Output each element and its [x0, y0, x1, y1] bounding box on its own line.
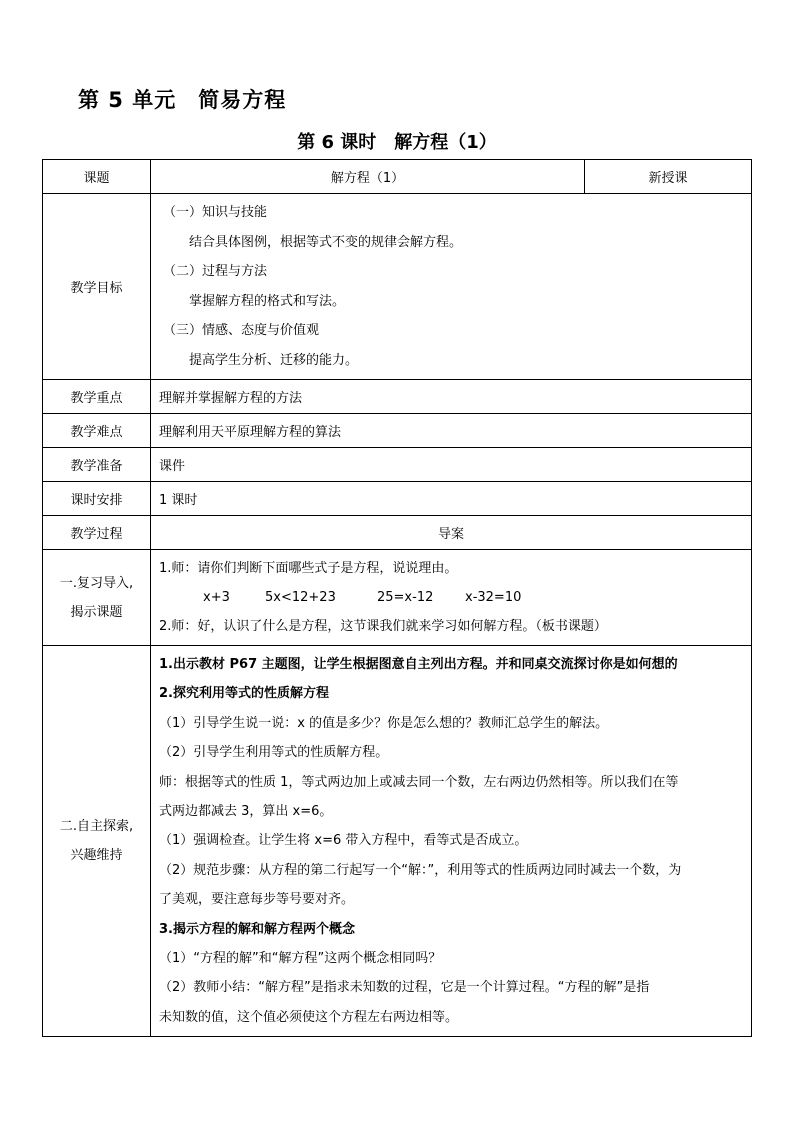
prep-row: [43, 448, 752, 482]
explore-label-line1: 二.自主探索,: [59, 819, 134, 835]
schedule-value: 1 课时: [151, 482, 752, 516]
explore-cell: [151, 646, 752, 1037]
goal-heading-1: （一）知识与技能: [163, 205, 268, 220]
goal-text-3: 提高学生分析、迁移的能力。: [189, 352, 359, 368]
expression: x+3: [203, 590, 230, 605]
difficulty-value: 理解利用天平原理解方程的算法: [151, 414, 752, 448]
unit-number: 第 5 单元: [78, 88, 177, 112]
difficulty-label: 教学难点: [43, 414, 151, 448]
explore-row: [43, 646, 752, 1037]
explore-line-3: （1）引导学生说一说：x 的值是多少？你是怎么想的？教师汇总学生的解法。: [159, 715, 609, 731]
prep-label: 教学准备: [43, 448, 151, 482]
process-label: 教学过程: [43, 516, 151, 550]
goals-cell: [151, 194, 752, 380]
topic-type: 新授课: [585, 160, 752, 194]
lesson-number: 第 6 课时: [297, 132, 377, 153]
review-question-2: 2.师：好，认识了什么是方程，这节课我们就来学习如何解方程。（板书课题）: [159, 619, 607, 634]
review-label-line1: 一.复习导入,: [59, 575, 134, 591]
lesson-plan-table: [42, 159, 752, 1037]
explore-line-5: 师：根据等式的性质 1，等式两边加上或减去同一个数，左右两边仍然相等。所以我们在等: [159, 774, 679, 790]
process-value: 导案: [151, 516, 752, 550]
schedule-label: 课时安排: [43, 482, 151, 516]
review-row: [43, 550, 752, 646]
key-row: [43, 380, 752, 414]
goals-label: 教学目标: [43, 194, 151, 380]
key-label: 教学重点: [43, 380, 151, 414]
lesson-title: [0, 128, 794, 154]
key-value: 理解并掌握解方程的方法: [151, 380, 752, 414]
unit-title: [78, 84, 286, 114]
explore-line-13: 未知数的值，这个值必须使这个方程左右两边相等。: [159, 1009, 459, 1025]
goal-heading-3: （三）情感、态度与价值观: [163, 323, 320, 338]
explore-line-1: 1.出示教材 P67 主题图，让学生根据图意自主列出方程。并和同桌交流探讨你是如何想的: [159, 657, 678, 672]
process-row: [43, 516, 752, 550]
goals-row: [43, 194, 752, 380]
explore-line-8: （2）规范步骤：从方程的第二行起写一个“解：”，利用等式的性质两边同时减去一个数，为: [159, 862, 682, 878]
expression: x-32=10: [465, 590, 522, 605]
schedule-row: [43, 482, 752, 516]
explore-label-line2: 兴趣维持: [70, 848, 123, 864]
explore-line-12: （2）教师小结：“解方程”是指求未知数的过程，它是一个计算过程。“方程的解”是指: [159, 980, 650, 996]
goal-heading-2: （二）过程与方法: [163, 264, 268, 279]
topic-row: [43, 160, 752, 194]
goal-text-2: 掌握解方程的格式和写法。: [189, 293, 346, 309]
expression: 5x<12+23: [265, 590, 336, 605]
review-question-1: 1.师：请你们判断下面哪些式子是方程，说说理由。: [159, 561, 458, 576]
difficulty-row: [43, 414, 752, 448]
expression-list: [159, 583, 743, 612]
explore-line-4: （2）引导学生利用等式的性质解方程。: [159, 745, 389, 761]
unit-name: 简易方程: [198, 88, 287, 112]
explore-line-2: 2.探究利用等式的性质解方程: [159, 686, 329, 702]
explore-line-7: （1）强调检查。让学生将 x=6 带入方程中，看等式是否成立。: [159, 833, 528, 849]
expression: 25=x-12: [377, 590, 434, 605]
review-cell: [151, 550, 752, 646]
explore-line-6: 式两边都减去 3，算出 x=6。: [159, 803, 333, 819]
review-label-line2: 揭示课题: [70, 604, 123, 620]
goal-text-1: 结合具体图例，根据等式不变的规律会解方程。: [189, 234, 463, 250]
prep-value: 课件: [151, 448, 752, 482]
explore-line-9: 了美观，要注意每步等号要对齐。: [159, 892, 355, 908]
explore-label: [43, 646, 151, 1037]
lesson-name: 解方程（1）: [394, 132, 497, 153]
topic-value: 解方程（1）: [151, 160, 585, 194]
review-label: [43, 550, 151, 646]
topic-label: 课题: [43, 160, 151, 194]
explore-line-10: 3.揭示方程的解和解方程两个概念: [159, 921, 355, 937]
explore-line-11: （1）“方程的解”和“解方程”这两个概念相同吗？: [159, 950, 442, 966]
